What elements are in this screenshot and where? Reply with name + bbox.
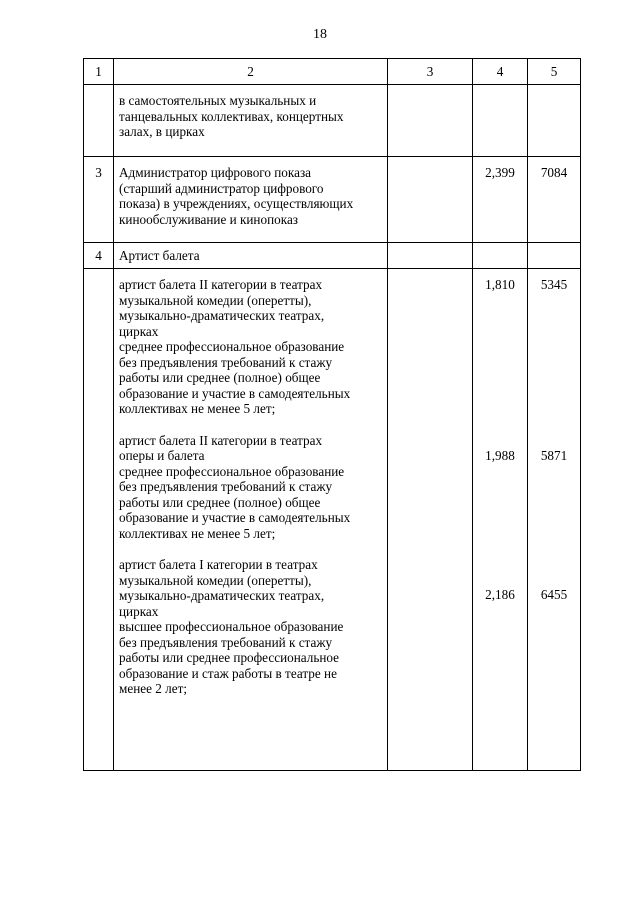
page-number: 18 xyxy=(313,27,327,42)
row-3-position-text: Администратор цифрового показа (старший администратор цифрового показа) в учреждениях, осуществляющих кинообслуживание и кинопоказ xyxy=(119,165,354,227)
row-4-entry-3-coefficient: 2,186 xyxy=(485,587,515,602)
header-col-4: 4 xyxy=(473,59,528,85)
row-4-entry-1-text: артист балета II категории в театрах музыкальной комедии (оперетты), музыкально-драматических театрах, цирках среднее профессиональное образование без предъявления требований к стажу работы или среднее (полное) общее образование и участие в самодеятельных коллективах не менее 5 лет; xyxy=(119,277,351,416)
header-col-2: 2 xyxy=(114,59,388,85)
row-4-entry-2-salary: 5871 xyxy=(540,448,568,463)
table-row-4 xyxy=(84,243,581,269)
row-4-entry-2-coefficient: 1,988 xyxy=(485,448,515,463)
header-col-5: 5 xyxy=(528,59,581,85)
row-4-entry-1-coefficient: 1,810 xyxy=(485,277,515,292)
row-4-entry-3-salary: 6455 xyxy=(540,587,568,602)
row-4-number: 4 xyxy=(84,243,114,269)
row-4-title: Артист балета xyxy=(114,243,388,269)
row-4-entry-2-text: артист балета II категории в театрах оперы и балета среднее профессиональное образование без предъявления требований к стажу работы или среднее (полное) общее образование и участие в самодеятельных коллективах не менее 5 лет; xyxy=(119,432,351,541)
header-col-3: 3 xyxy=(388,59,473,85)
document-table xyxy=(83,58,581,771)
row-3-number: 3 xyxy=(84,157,114,243)
row-4-entry-3-text: артист балета I категории в театрах музыкальной комедии (оперетты), музыкально-драматических театрах, цирках высшее профессиональное образование без предъявления требований к стажу работы или среднее профессиональное образование и стаж работы в театре не менее 2 лет; xyxy=(119,557,344,696)
table-row-3 xyxy=(84,157,581,243)
header-col-1: 1 xyxy=(84,59,114,85)
continuation-num-cell xyxy=(84,85,114,157)
continuation-text: в самостоятельных музыкальных и танцевальных коллективах, концертных залах, в цирках xyxy=(119,93,344,139)
row-3-salary: 7084 xyxy=(528,157,581,243)
table-row-continuation xyxy=(84,85,581,157)
table-header-row xyxy=(84,59,581,85)
table-row-4-details xyxy=(84,269,581,771)
row-4-entry-1-salary: 5345 xyxy=(540,277,568,292)
row-3-coefficient: 2,399 xyxy=(473,157,528,243)
